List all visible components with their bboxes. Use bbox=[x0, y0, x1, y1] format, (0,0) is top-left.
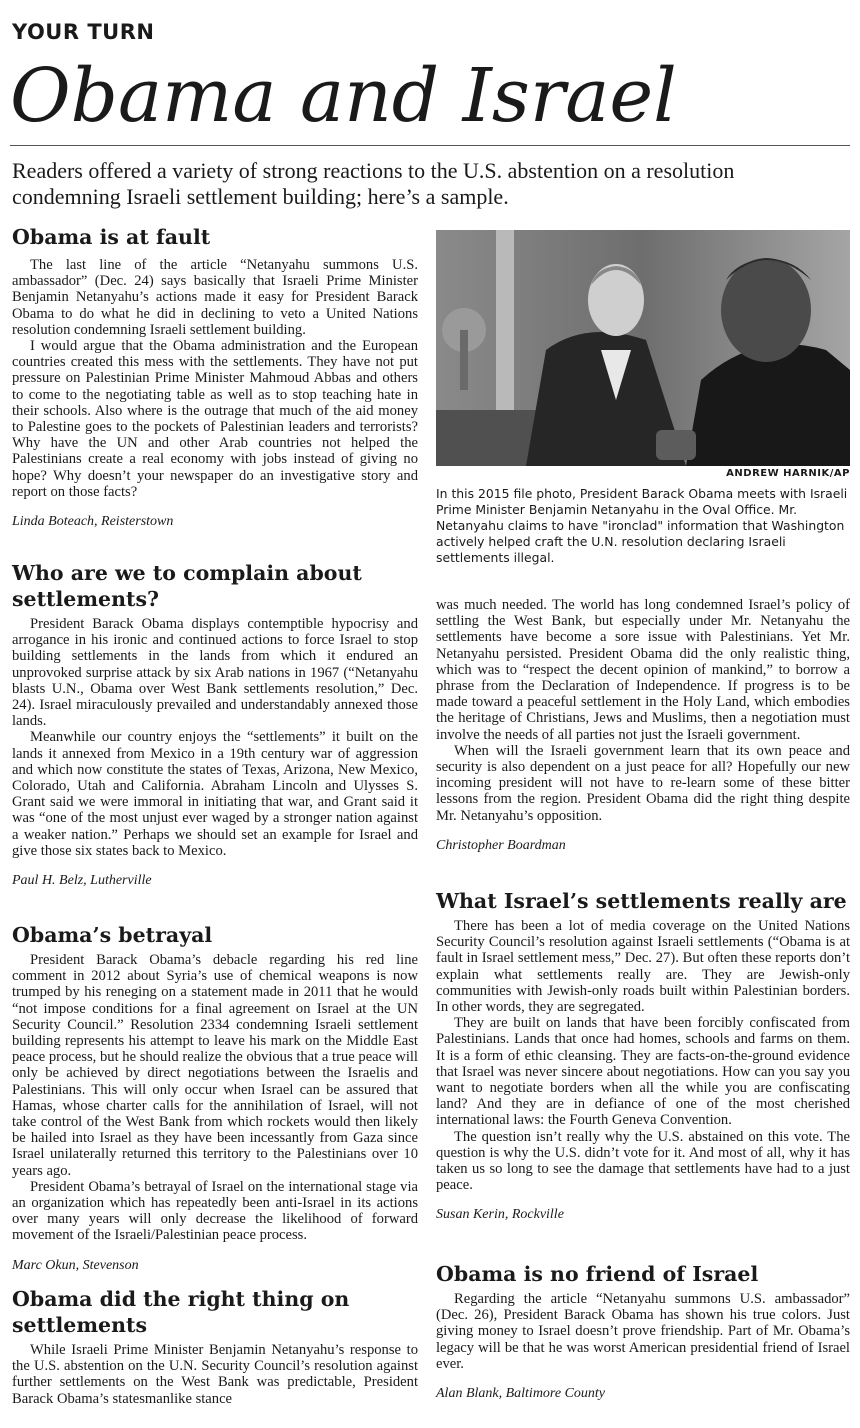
letter-paragraph: There has been a lot of media coverage on the United Nations Security Council’s resolution against Israeli settlements (“Obama is at fault in Israel settlement mess,” Dec. 27). But often these reports don’t explain what settlements really are. They are Jewish-only communities with Jewish-only roads built within Palestinian borders. In other words, they are segregated. bbox=[436, 918, 850, 1016]
letter-paragraph: President Barack Obama’s debacle regarding his red line comment in 2012 about Syria’s use of chemical weapons is now trumped by his reneging on a statement made in 2011 that he would “not impose conditions for a final agreement on Israel at the UN Security Council.” Resolution 2334 condemning Israeli settlement building represents his attempt to leave his mark on the Middle East peace process, but he should realize the obvious that a true peace will only be achieved by direct negotiations between the Israelis and Palestinians. This will only occur when Israel can be assured that Hamas, whose charter calls for the annihilation of Israel, will not take control of the West Bank from which rockets would then likely be hailed into Israel as they have been incessantly from Gaza since Israel unilaterally returned this territory to the Palestinians over 10 years ago. bbox=[12, 952, 418, 1179]
letter-obama-no-friend bbox=[436, 1261, 850, 1402]
header-divider bbox=[10, 145, 850, 146]
letter-obama-is-at-fault bbox=[12, 224, 418, 530]
photo-illustration bbox=[436, 230, 850, 466]
page-headline: Obama and Israel bbox=[10, 53, 677, 139]
letter-obama-did-right-thing-continued bbox=[436, 597, 850, 854]
letter-paragraph: Regarding the article “Netanyahu summons U.S. ambassador” (Dec. 26), President Barack Obama has shown his true colors. Just giving money to Israel doesn’t prove friendship. Part of Mr. Obama’s legacy will be that he was worst American presidential friend of Israel ever. bbox=[436, 1291, 850, 1372]
letter-heading: Obama is no friend of Israel bbox=[436, 1262, 759, 1286]
letter-heading: What Israel’s settlements really are bbox=[436, 889, 847, 913]
letter-signature: Marc Okun, Stevenson bbox=[12, 1257, 139, 1273]
section-kicker: YOUR TURN bbox=[12, 20, 155, 44]
news-photo bbox=[436, 230, 850, 466]
letter-heading: Obama did the right thing on settlements bbox=[12, 1287, 350, 1337]
letter-paragraph: President Barack Obama displays contemptible hypocrisy and arrogance in his ironic and continued actions to force Israel to stop building settlements in the lands from which it endured an unprovoked surprise attack by six Arab nations in 1967 (“Netanyahu blasts U.N., Obama over West Bank settlements resolution,” Dec. 24). Israel miraculously prevailed and understandably annexed those lands. bbox=[12, 616, 418, 730]
deck-text: Readers offered a variety of strong reactions to the U.S. abstention on a resolution condemning Israeli settlement building; here’s a sample. bbox=[12, 158, 735, 209]
letter-paragraph: While Israeli Prime Minister Benjamin Netanyahu’s response to the U.S. abstention on the U.N. Security Council’s resolution against further settlements on the West Bank was predictable, President Barack Obama’s statesmanlike stance bbox=[12, 1342, 418, 1407]
letter-obamas-betrayal bbox=[12, 922, 418, 1274]
letter-signature: Linda Boteach, Reisterstown bbox=[12, 514, 174, 530]
letter-signature: Alan Blank, Baltimore County bbox=[436, 1386, 606, 1402]
letter-what-settlements-are bbox=[436, 888, 850, 1223]
letter-paragraph: They are built on lands that have been forcibly confiscated from Palestinians. Lands that once had homes, schools and farms on them. It is a form of ethic cleansing. They are facts-on-the-ground evidence that Israel was never sincere about negotiations. How can you say you want to negotiate borders when all the while you are confiscating land? And they are in defiance of one of the most cherished international laws: the Fourth Geneva Convention. bbox=[436, 1015, 850, 1129]
photo-caption: In this 2015 file photo, President Barack Obama meets with Israeli Prime Minister Benjamin Netanyahu in the Oval Office. Mr. Netanyahu claims to have "ironclad" information that Washington actively helped craft the U.N. resolution declaring Israeli settlements illegal. bbox=[436, 486, 848, 565]
letter-heading: Who are we to complain about settlements? bbox=[12, 561, 362, 611]
letter-paragraph: Meanwhile our country enjoys the “settlements” it built on the lands it annexed from Mexico in a 19th century war of aggression and which now constitute the states of Texas, Arizona, New Mexico, Colorado, Utah and California. Abraham Lincoln and Ulysses S. Grant said we were immoral in initiating that war, and Grant said it was “one of the most unjust ever waged by a stronger nation against a weaker nation.” Perhaps we should set an example for Israel and give those six states back to Mexico. bbox=[12, 729, 418, 859]
letter-paragraph: President Obama’s betrayal of Israel on the international stage via an organization which has repeatedly been anti-Israel in its actions over many years will only decrease the likelihood of forward movement of the Israeli/Palestinian peace process. bbox=[12, 1178, 418, 1244]
letter-heading: Obama’s betrayal bbox=[12, 923, 213, 947]
letter-paragraph: was much needed. The world has long condemned Israel’s policy of settling the West Bank, but especially under Mr. Netanyahu the settlements have become a sore issue with Palestinians. Yet Mr. Netanyahu persisted. President Obama did the only realistic thing, which was to “respect the decent opinion of mankind,” to borrow a phrase from the Declaration of Independence. If progress is to be made toward a peaceful settlement in the Holy Land, which embodies the heritage of Christians, Jews and Muslims, then a negotiation must involve the needs of all parties not just the Israeli government. bbox=[436, 597, 850, 743]
photo-credit: ANDREW HARNIK/AP bbox=[726, 468, 850, 479]
letter-paragraph: The question isn’t really why the U.S. abstained on this vote. The question is why the U.S. didn’t vote for it. And most of all, why it has taken us so long to see the damage that settlements have had to a just peace. bbox=[436, 1128, 850, 1194]
letter-paragraph: The last line of the article “Netanyahu summons U.S. ambassador” (Dec. 24) says basically that Israeli Prime Minister Benjamin Netanyahu’s actions made it easy for President Barack Obama to do what he did in declining to veto a United Nations resolution condemning Israeli settlement building. bbox=[12, 257, 418, 338]
letter-signature: Christopher Boardman bbox=[436, 837, 566, 853]
letter-signature: Paul H. Belz, Lutherville bbox=[12, 873, 152, 889]
letter-who-are-we-to-complain bbox=[12, 560, 418, 889]
letter-paragraph: I would argue that the Obama administration and the European countries created this mess with the settlements. They have not put pressure on Palestinian Prime Minister Mahmoud Abbas and others to come to the negotiating table as well as to stop teaching hate in their schools. Also where is the outrage that much of the aid money to Palestine goes to the pockets of Palestinian leaders and terrorists? Why have the UN and other Arab countries not helped the Palestinians create a real economy with jobs instead of giving no hope? Why doesn’t your newspaper do an investigative story and report on those facts? bbox=[12, 338, 418, 500]
letter-heading: Obama is at fault bbox=[12, 225, 211, 249]
letter-paragraph: When will the Israeli government learn that its own peace and security is also dependent on a just peace for all? Hopefully our new incoming president will not have to re-learn some of these bitter lessons from the region. President Obama did the right thing despite Mr. Netanyahu’s opposition. bbox=[436, 742, 850, 824]
letter-signature: Susan Kerin, Rockville bbox=[436, 1207, 564, 1223]
letter-obama-did-right-thing bbox=[12, 1286, 418, 1407]
